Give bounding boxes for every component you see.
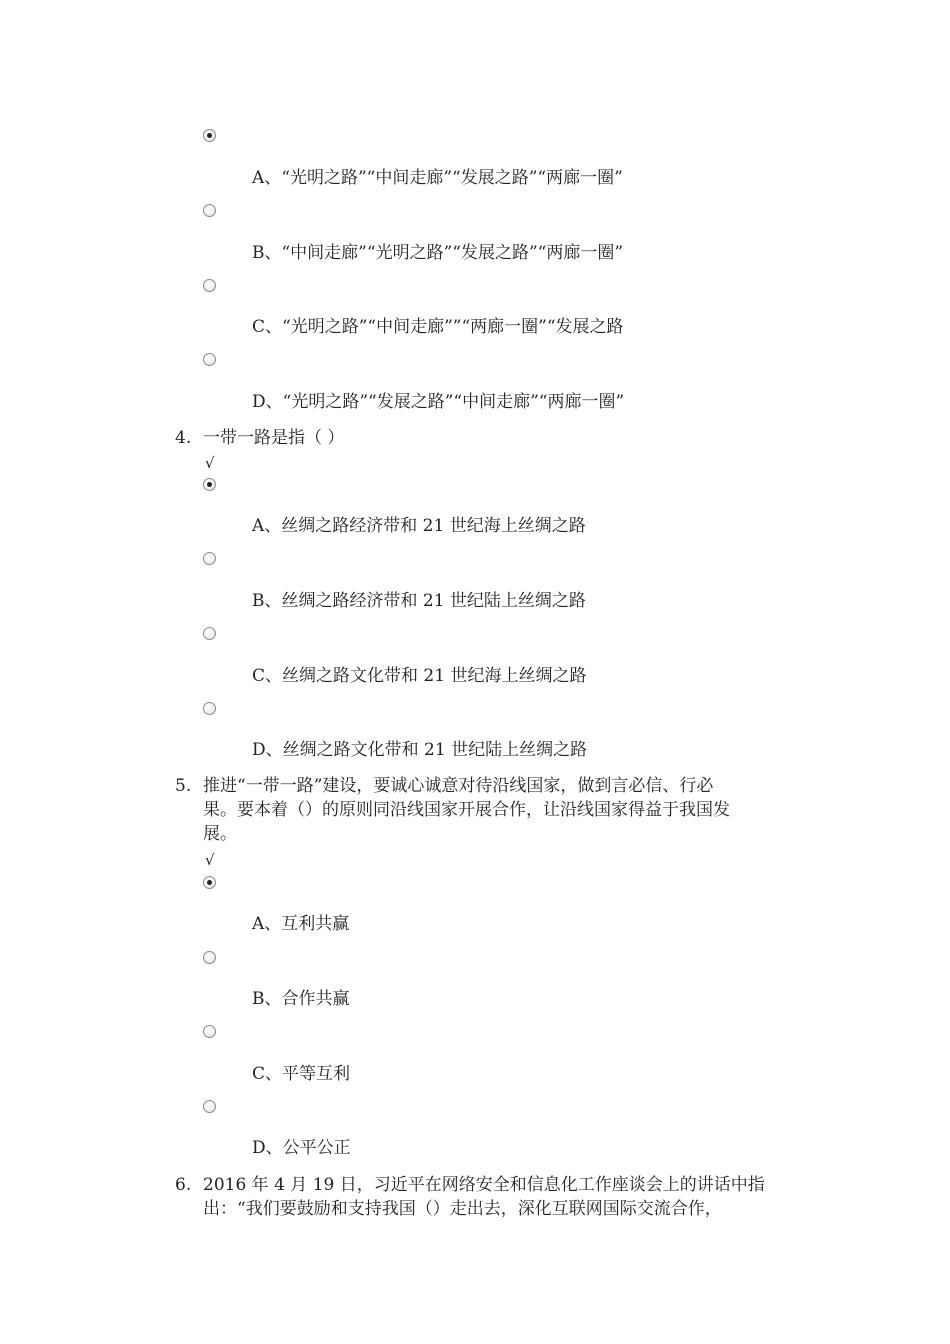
question-text-line: 2016 年 4 月 19 日，习近平在网络安全和信息化工作座谈会上的讲话中指 <box>203 1175 765 1195</box>
question-text-line: 果。要本着（）的原则同沿线国家开展合作，让沿线国家得益于我国发 <box>203 800 730 820</box>
option-b-radio[interactable] <box>203 552 216 565</box>
option-b-radio[interactable] <box>203 951 216 964</box>
question-text-line: 一带一路是指（ ） <box>203 428 345 448</box>
option-a-radio[interactable] <box>203 129 216 142</box>
correct-mark: √ <box>205 454 215 472</box>
option-b-label: B、“中间走廊”“光明之路”“发展之路”“两廊一圈” <box>252 243 624 263</box>
option-d-radio[interactable] <box>203 1100 216 1113</box>
option-a-label: A、互利共赢 <box>252 914 350 934</box>
option-b-label: B、丝绸之路经济带和 21 世纪陆上丝绸之路 <box>252 591 586 611</box>
option-b-label: B、合作共赢 <box>252 989 350 1009</box>
question-number: 6. <box>175 1175 192 1195</box>
question-text-line: 展。 <box>203 824 237 844</box>
option-a-radio[interactable] <box>203 478 216 491</box>
option-d-radio[interactable] <box>203 353 216 366</box>
question-text <box>203 1173 813 1221</box>
option-d-label: D、“光明之路”“发展之路”“中间走廊”“两廊一圈” <box>252 392 625 412</box>
option-b-radio[interactable] <box>203 204 216 217</box>
option-c-label: C、丝绸之路文化带和 21 世纪海上丝绸之路 <box>252 666 587 686</box>
question-number: 4. <box>175 428 192 448</box>
option-c-radio[interactable] <box>203 1025 216 1038</box>
option-c-radio[interactable] <box>203 627 216 640</box>
question-text-line: 出：“我们要鼓励和支持我国（）走出去，深化互联网国际交流合作， <box>203 1199 722 1219</box>
option-a-radio[interactable] <box>203 876 216 889</box>
option-c-label: C、“光明之路”“中间走廊””“两廊一圈”“发展之路 <box>252 317 624 337</box>
correct-mark: √ <box>205 851 215 869</box>
question-number: 5. <box>175 776 192 796</box>
question-text <box>203 426 813 450</box>
option-d-radio[interactable] <box>203 702 216 715</box>
question-text <box>203 774 813 846</box>
option-a-label: A、丝绸之路经济带和 21 世纪海上丝绸之路 <box>252 516 586 536</box>
question-text-line: 推进“一带一路”建设，要诚心诚意对待沿线国家，做到言必信、行必 <box>203 776 714 796</box>
option-c-label: C、平等互利 <box>252 1064 351 1084</box>
option-a-label: A、“光明之路”“中间走廊”“发展之路”“两廊一圈” <box>252 168 623 188</box>
option-c-radio[interactable] <box>203 279 216 292</box>
option-d-label: D、公平公正 <box>252 1138 351 1158</box>
option-d-label: D、丝绸之路文化带和 21 世纪陆上丝绸之路 <box>252 740 588 760</box>
